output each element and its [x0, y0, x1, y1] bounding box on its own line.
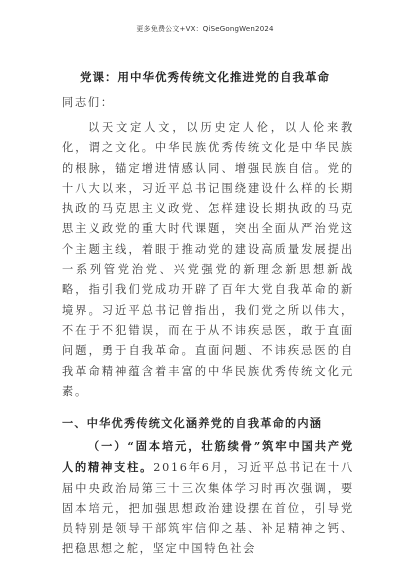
- greeting: 同志们：: [62, 96, 114, 109]
- section-heading-1: 一、中华优秀传统文化涵养党的自我革命的内涵: [62, 416, 323, 430]
- paragraph-section-1-1: [62, 436, 354, 560]
- paragraph-intro: 以天文定人文，以历史定人伦，以人伦来教化，谓之文化。中华民族优秀传统文化是中华民族的根脉，锚定增进情感认同、增强民族自信。党的十八大以来，习近平总书记围绕建设什么样的长期执政的马克思主义政党、怎样建设长期执政的马克思主义政党的重大时代课题，突出全面从严治党这个主题主线，着眼于推动党的建设高质量发展提出一系列管党治党、兴党强党的新理念新思想新战略，指引我们党成功开辟了百年大党自我革命的新境界。习近平总书记曾指出，我们党之所以伟大，不在于不犯错误，而在于从不讳疾忌医，敢于直面问题，勇于自我革命。直面问题、不讳疾忌医的自我革命精神蕴含着丰富的中华民族优秀传统文化元素。: [62, 121, 354, 398]
- page-header: 更多免费公文+VX：QiSeGongWen2024: [136, 25, 274, 33]
- document-title: 党课：用中华优秀传统文化推进党的自我革命: [80, 70, 330, 84]
- subsection-body: 2016年6月，习近平总书记在十八届中央政治局第三十三次集体学习时再次强调，要固本培元，把加强思想政治建设摆在首位，引导党员特别是领导干部筑牢信仰之基、补足精神之钙、把稳思想之舵，坚定中国特色社会: [62, 461, 354, 556]
- subsection-lead: （一）“固本培元，壮筋续骨”筑牢中国共产党人的精神支柱。: [62, 439, 354, 475]
